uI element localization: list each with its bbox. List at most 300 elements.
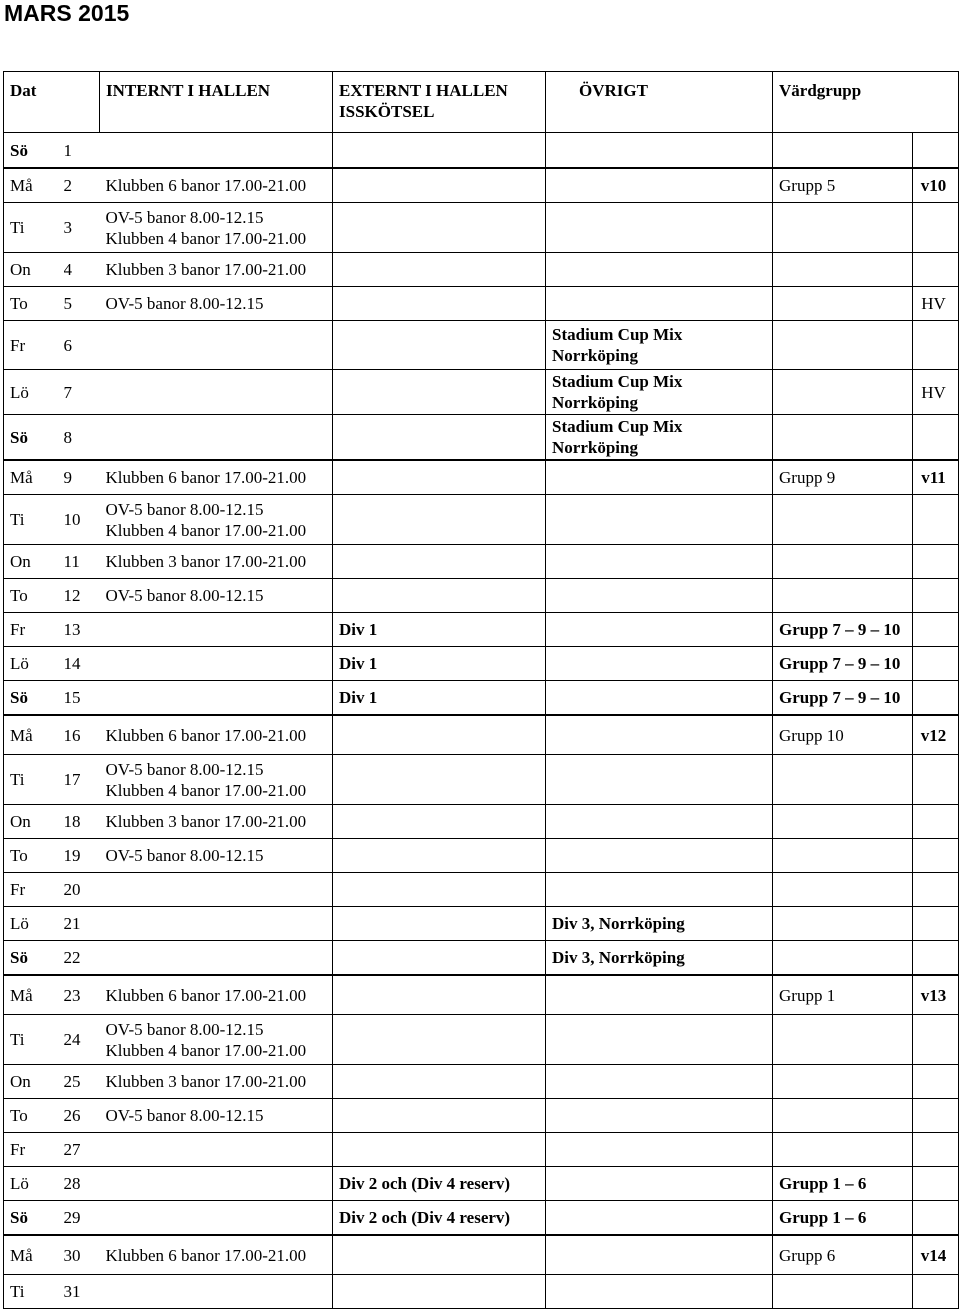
internt-cell — [100, 1235, 333, 1275]
ovrigt-cell — [546, 495, 773, 545]
date-number: 29 — [63, 1208, 81, 1227]
row-date — [64, 545, 100, 579]
row-day — [4, 1235, 64, 1275]
date-number: 4 — [63, 260, 72, 279]
date-number: 25 — [63, 1072, 81, 1091]
externt-cell — [333, 1235, 546, 1275]
row-date — [64, 805, 100, 839]
table-row — [4, 545, 959, 579]
week-cell — [913, 647, 959, 681]
internt-line1: Klubben 6 banor 17.00-21.00 — [105, 468, 307, 487]
row-day — [4, 168, 64, 203]
row-date — [64, 839, 100, 873]
internt-line1: Klubben 3 banor 17.00-21.00 — [105, 260, 307, 279]
ovrigt-cell — [546, 805, 773, 839]
internt-cell — [100, 1065, 333, 1099]
internt-cell — [100, 975, 333, 1015]
ovrigt-cell — [546, 613, 773, 647]
row-date — [64, 321, 100, 370]
header-ovrigt: ÖVRIGT — [546, 72, 773, 133]
table-row — [4, 1201, 959, 1236]
header-externt-line2: ISSKÖTSEL — [339, 102, 435, 121]
week-cell — [913, 1099, 959, 1133]
internt-cell — [100, 579, 333, 613]
day-label: To — [10, 294, 28, 313]
externt-text: Div 1 — [339, 654, 378, 673]
table-row — [4, 805, 959, 839]
table-row — [4, 1015, 959, 1065]
row-day — [4, 839, 64, 873]
row-day — [4, 1201, 64, 1236]
ovrigt-line2: Norrköping — [552, 393, 638, 412]
internt-cell — [100, 907, 333, 941]
row-date — [64, 681, 100, 716]
vardgrupp-text: Grupp 1 – 6 — [779, 1208, 867, 1227]
date-number: 12 — [63, 586, 81, 605]
week-cell — [913, 287, 959, 321]
externt-text: Div 1 — [339, 620, 378, 639]
ovrigt-cell — [546, 545, 773, 579]
vardgrupp-cell — [773, 907, 913, 941]
table-row — [4, 1065, 959, 1099]
row-day — [4, 873, 64, 907]
internt-cell — [100, 415, 333, 461]
internt-cell — [100, 1099, 333, 1133]
day-label: To — [10, 846, 28, 865]
header-externt — [333, 72, 546, 133]
day-label: To — [10, 1106, 28, 1125]
internt-cell — [100, 805, 333, 839]
row-day — [4, 460, 64, 495]
internt-cell — [100, 287, 333, 321]
week-cell — [913, 1167, 959, 1201]
day-label: On — [10, 1072, 31, 1091]
internt-cell — [100, 941, 333, 976]
row-date — [64, 975, 100, 1015]
row-day — [4, 1099, 64, 1133]
row-day — [4, 941, 64, 976]
vardgrupp-cell — [773, 253, 913, 287]
externt-cell — [333, 1167, 546, 1201]
internt-cell — [100, 1133, 333, 1167]
week-label: v14 — [920, 1245, 947, 1265]
row-day — [4, 321, 64, 370]
table-row — [4, 1167, 959, 1201]
date-number: 20 — [63, 880, 81, 899]
date-number: 10 — [63, 510, 81, 529]
date-number: 7 — [63, 382, 72, 402]
internt-cell — [100, 460, 333, 495]
day-label: Sö — [10, 688, 28, 707]
date-number: 14 — [63, 654, 81, 673]
externt-cell — [333, 1015, 546, 1065]
internt-cell — [100, 1015, 333, 1065]
vardgrupp-text: Grupp 1 – 6 — [779, 1174, 867, 1193]
vardgrupp-cell — [773, 613, 913, 647]
vardgrupp-cell — [773, 839, 913, 873]
externt-cell — [333, 287, 546, 321]
row-day — [4, 253, 64, 287]
date-number: 31 — [63, 1282, 81, 1301]
internt-cell — [100, 495, 333, 545]
ovrigt-cell — [546, 253, 773, 287]
vardgrupp-text: Grupp 7 – 9 – 10 — [779, 654, 901, 673]
internt-line1: Klubben 3 banor 17.00-21.00 — [105, 552, 307, 571]
week-cell — [913, 755, 959, 805]
externt-cell — [333, 495, 546, 545]
ovrigt-cell — [546, 715, 773, 755]
table-row — [4, 460, 959, 495]
internt-cell — [100, 613, 333, 647]
week-label: HV — [921, 294, 946, 313]
row-day — [4, 647, 64, 681]
internt-cell — [100, 839, 333, 873]
row-date — [64, 613, 100, 647]
vardgrupp-cell — [773, 1275, 913, 1309]
day-label: Lö — [10, 382, 29, 402]
day-label: Må — [10, 1245, 33, 1265]
vardgrupp-cell — [773, 715, 913, 755]
vardgrupp-text: Grupp 1 — [779, 985, 836, 1005]
internt-line2: Klubben 4 banor 17.00-21.00 — [105, 780, 307, 800]
externt-text: Div 2 och (Div 4 reserv) — [339, 1208, 511, 1227]
vardgrupp-cell — [773, 460, 913, 495]
internt-line1: OV-5 banor 8.00-12.15 — [105, 846, 264, 865]
externt-cell — [333, 1065, 546, 1099]
vardgrupp-cell — [773, 1099, 913, 1133]
week-cell — [913, 975, 959, 1015]
row-day — [4, 907, 64, 941]
week-cell — [913, 203, 959, 253]
week-cell — [913, 1133, 959, 1167]
row-day — [4, 805, 64, 839]
externt-cell — [333, 755, 546, 805]
internt-cell — [100, 873, 333, 907]
row-day — [4, 545, 64, 579]
externt-cell — [333, 321, 546, 370]
externt-cell — [333, 975, 546, 1015]
internt-line1: OV-5 banor 8.00-12.15 — [105, 499, 264, 519]
externt-cell — [333, 460, 546, 495]
day-label: Ti — [10, 1282, 25, 1301]
row-day — [4, 203, 64, 253]
internt-line2: Klubben 4 banor 17.00-21.00 — [105, 228, 307, 248]
row-day — [4, 1275, 64, 1309]
schedule-table — [3, 71, 959, 1309]
row-date — [64, 579, 100, 613]
day-label: Lö — [10, 1174, 29, 1193]
day-label: Ti — [10, 770, 25, 789]
ovrigt-cell — [546, 1235, 773, 1275]
row-date — [64, 1099, 100, 1133]
week-cell — [913, 133, 959, 169]
internt-cell — [100, 203, 333, 253]
week-cell — [913, 168, 959, 203]
vardgrupp-cell — [773, 415, 913, 461]
externt-cell — [333, 1099, 546, 1133]
page-title: MARS 2015 — [4, 0, 130, 26]
externt-cell — [333, 941, 546, 976]
table-row — [4, 579, 959, 613]
internt-line2: Klubben 4 banor 17.00-21.00 — [105, 520, 307, 540]
table-row — [4, 681, 959, 716]
day-label: To — [10, 586, 28, 605]
vardgrupp-cell — [773, 681, 913, 716]
externt-cell — [333, 415, 546, 461]
table-row — [4, 203, 959, 253]
vardgrupp-cell — [773, 168, 913, 203]
row-day — [4, 975, 64, 1015]
table-row — [4, 907, 959, 941]
table-row — [4, 133, 959, 169]
date-number: 22 — [63, 948, 81, 967]
row-day — [4, 1167, 64, 1201]
ovrigt-cell — [546, 1015, 773, 1065]
table-row — [4, 370, 959, 415]
externt-cell — [333, 579, 546, 613]
week-cell — [913, 1235, 959, 1275]
internt-line1: Klubben 6 banor 17.00-21.00 — [105, 1245, 307, 1265]
externt-cell — [333, 1201, 546, 1236]
externt-cell — [333, 647, 546, 681]
row-date — [64, 941, 100, 976]
internt-line1: OV-5 banor 8.00-12.15 — [105, 586, 264, 605]
date-number: 6 — [63, 335, 72, 355]
table-row — [4, 1099, 959, 1133]
day-label: Sö — [10, 1208, 28, 1227]
week-cell — [913, 321, 959, 370]
internt-line1: Klubben 3 banor 17.00-21.00 — [105, 1072, 307, 1091]
ovrigt-line1: Div 3, Norrköping — [552, 914, 685, 933]
externt-cell — [333, 545, 546, 579]
vardgrupp-cell — [773, 941, 913, 976]
table-row — [4, 253, 959, 287]
ovrigt-cell — [546, 370, 773, 415]
vardgrupp-cell — [773, 579, 913, 613]
row-date — [64, 415, 100, 461]
day-label: Fr — [10, 335, 26, 355]
day-label: Fr — [10, 1140, 26, 1159]
row-day — [4, 579, 64, 613]
row-date — [64, 1167, 100, 1201]
date-number: 19 — [63, 846, 81, 865]
table-row — [4, 715, 959, 755]
externt-cell — [333, 133, 546, 169]
ovrigt-cell — [546, 1201, 773, 1236]
vardgrupp-cell — [773, 545, 913, 579]
date-number: 9 — [63, 468, 72, 487]
internt-cell — [100, 715, 333, 755]
internt-cell — [100, 545, 333, 579]
ovrigt-line1: Div 3, Norrköping — [552, 948, 685, 967]
vardgrupp-cell — [773, 321, 913, 370]
table-row — [4, 321, 959, 370]
week-label: v11 — [921, 468, 946, 487]
week-cell — [913, 1065, 959, 1099]
table-row — [4, 613, 959, 647]
header-externt-line1: EXTERNT I HALLEN — [339, 81, 508, 100]
internt-line1: OV-5 banor 8.00-12.15 — [105, 1106, 264, 1125]
vardgrupp-cell — [773, 495, 913, 545]
row-date — [64, 133, 100, 169]
date-number: 21 — [63, 914, 81, 933]
externt-cell — [333, 253, 546, 287]
week-cell — [913, 715, 959, 755]
table-row — [4, 839, 959, 873]
vardgrupp-cell — [773, 1167, 913, 1201]
vardgrupp-cell — [773, 1065, 913, 1099]
date-number: 2 — [63, 176, 72, 195]
vardgrupp-text: Grupp 10 — [779, 725, 844, 745]
day-label: Fr — [10, 620, 26, 639]
table-row — [4, 1133, 959, 1167]
date-number: 17 — [63, 770, 81, 789]
ovrigt-cell — [546, 321, 773, 370]
day-label: Lö — [10, 914, 29, 933]
internt-line1: Klubben 6 banor 17.00-21.00 — [105, 176, 307, 195]
table-row — [4, 495, 959, 545]
internt-cell — [100, 1275, 333, 1309]
externt-cell — [333, 681, 546, 716]
row-date — [64, 907, 100, 941]
externt-cell — [333, 839, 546, 873]
week-label: v10 — [920, 176, 947, 195]
internt-line1: OV-5 banor 8.00-12.15 — [105, 759, 264, 779]
table-row — [4, 287, 959, 321]
table-row — [4, 168, 959, 203]
day-label: Sö — [10, 427, 28, 447]
day-label: Sö — [10, 948, 28, 967]
ovrigt-line2: Norrköping — [552, 346, 638, 365]
row-day — [4, 1133, 64, 1167]
externt-cell — [333, 168, 546, 203]
internt-cell — [100, 1201, 333, 1236]
row-date — [64, 755, 100, 805]
week-cell — [913, 681, 959, 716]
row-day — [4, 415, 64, 461]
date-number: 27 — [63, 1140, 81, 1159]
externt-cell — [333, 1133, 546, 1167]
externt-cell — [333, 805, 546, 839]
row-day — [4, 133, 64, 169]
day-label: Ti — [10, 1030, 25, 1049]
internt-cell — [100, 1167, 333, 1201]
ovrigt-cell — [546, 415, 773, 461]
week-label: HV — [921, 382, 946, 402]
week-label: v12 — [920, 725, 947, 745]
table-row — [4, 975, 959, 1015]
vardgrupp-cell — [773, 647, 913, 681]
date-number: 15 — [63, 688, 81, 707]
table-row — [4, 647, 959, 681]
row-date — [64, 1133, 100, 1167]
week-cell — [913, 415, 959, 461]
row-date — [64, 873, 100, 907]
ovrigt-cell — [546, 1099, 773, 1133]
row-date — [64, 715, 100, 755]
header-dat: Dat — [4, 72, 100, 133]
internt-cell — [100, 168, 333, 203]
externt-cell — [333, 370, 546, 415]
ovrigt-line1: Stadium Cup Mix — [552, 417, 683, 436]
vardgrupp-text: Grupp 5 — [779, 176, 836, 195]
internt-line1: OV-5 banor 8.00-12.15 — [105, 294, 264, 313]
ovrigt-cell — [546, 203, 773, 253]
day-label: Ti — [10, 218, 25, 237]
ovrigt-cell — [546, 460, 773, 495]
ovrigt-cell — [546, 839, 773, 873]
internt-line1: OV-5 banor 8.00-12.15 — [105, 1019, 264, 1039]
week-cell — [913, 253, 959, 287]
externt-cell — [333, 1275, 546, 1309]
table-row — [4, 415, 959, 461]
date-number: 3 — [63, 218, 72, 237]
date-number: 28 — [63, 1174, 81, 1193]
row-date — [64, 460, 100, 495]
ovrigt-cell — [546, 1065, 773, 1099]
week-cell — [913, 579, 959, 613]
ovrigt-cell — [546, 873, 773, 907]
ovrigt-line1: Stadium Cup Mix — [552, 372, 683, 391]
ovrigt-cell — [546, 1133, 773, 1167]
header-row — [4, 72, 959, 133]
vardgrupp-cell — [773, 975, 913, 1015]
internt-cell — [100, 370, 333, 415]
row-date — [64, 1065, 100, 1099]
internt-line1: Klubben 6 banor 17.00-21.00 — [105, 985, 307, 1005]
day-label: On — [10, 812, 31, 831]
week-cell — [913, 1275, 959, 1309]
date-number: 24 — [63, 1030, 81, 1049]
row-date — [64, 1235, 100, 1275]
week-cell — [913, 839, 959, 873]
date-number: 30 — [63, 1245, 81, 1265]
day-label: Fr — [10, 880, 26, 899]
day-label: Lö — [10, 654, 29, 673]
ovrigt-cell — [546, 133, 773, 169]
table-row — [4, 1235, 959, 1275]
week-label: v13 — [920, 985, 947, 1005]
externt-text: Div 1 — [339, 688, 378, 707]
vardgrupp-text: Grupp 9 — [779, 468, 836, 487]
row-day — [4, 755, 64, 805]
row-date — [64, 1015, 100, 1065]
internt-cell — [100, 133, 333, 169]
ovrigt-line1: Stadium Cup Mix — [552, 325, 683, 344]
externt-cell — [333, 873, 546, 907]
vardgrupp-cell — [773, 1235, 913, 1275]
week-cell — [913, 805, 959, 839]
day-label: Må — [10, 985, 33, 1005]
ovrigt-cell — [546, 647, 773, 681]
row-date — [64, 253, 100, 287]
date-number: 11 — [63, 552, 80, 571]
table-row — [4, 755, 959, 805]
day-label: On — [10, 260, 31, 279]
ovrigt-cell — [546, 579, 773, 613]
vardgrupp-cell — [773, 287, 913, 321]
ovrigt-cell — [546, 287, 773, 321]
header-internt: INTERNT I HALLEN — [100, 72, 333, 133]
date-number: 8 — [63, 427, 72, 447]
internt-cell — [100, 647, 333, 681]
row-date — [64, 168, 100, 203]
internt-line1: Klubben 6 banor 17.00-21.00 — [105, 725, 307, 745]
row-date — [64, 203, 100, 253]
date-number: 5 — [63, 294, 72, 313]
internt-line1: OV-5 banor 8.00-12.15 — [105, 207, 264, 227]
ovrigt-cell — [546, 907, 773, 941]
